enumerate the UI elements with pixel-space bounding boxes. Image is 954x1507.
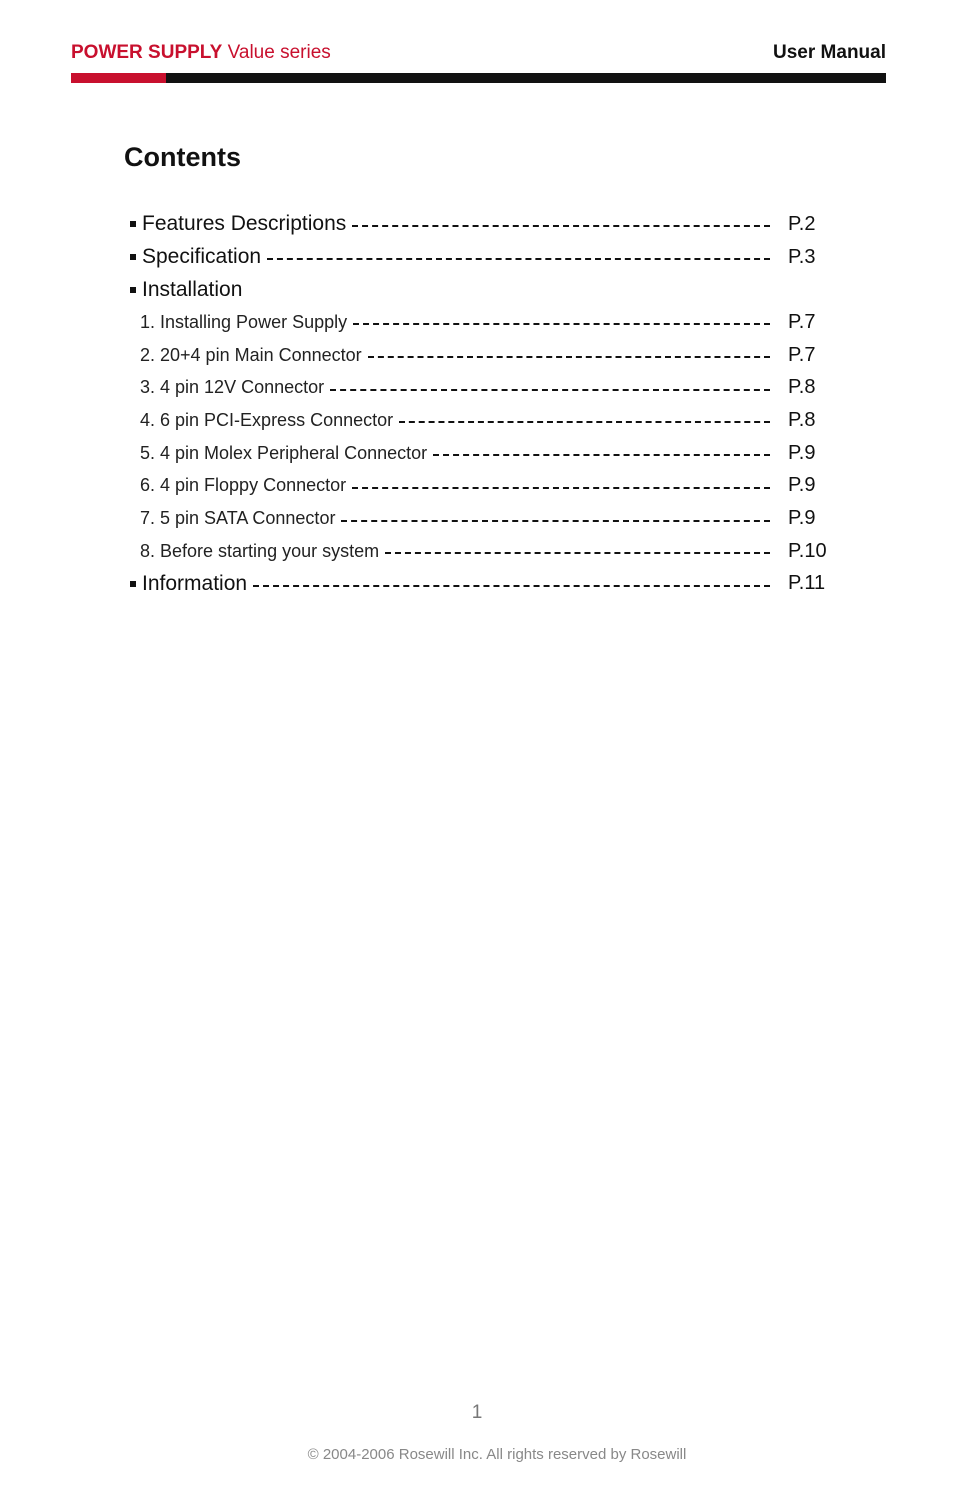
dotted-leader	[433, 454, 770, 456]
toc-entry-label: 1. Installing Power Supply	[140, 311, 348, 332]
table-of-contents	[130, 208, 830, 600]
toc-entry-label: 5. 4 pin Molex Peripheral Connector	[140, 442, 428, 463]
dotted-leader	[352, 487, 770, 489]
toc-entry-page: P.8	[788, 408, 816, 431]
toc-entry-page: P.2	[788, 212, 816, 235]
toc-entry-label: Installation	[142, 277, 243, 301]
header-manual-label: User Manual	[773, 42, 886, 63]
toc-entry-label: 3. 4 pin 12V Connector	[140, 377, 325, 398]
toc-entry-page: P.11	[788, 572, 826, 595]
dotted-leader	[399, 421, 770, 423]
toc-entry-label: Specification	[142, 245, 262, 269]
page-title: Contents	[124, 142, 241, 172]
toc-entry[interactable]	[130, 470, 830, 503]
bullet-icon	[130, 581, 136, 587]
dotted-leader	[368, 356, 770, 358]
toc-entry[interactable]	[130, 502, 830, 535]
toc-entry-page: P.3	[788, 245, 816, 268]
header-series: Value series	[222, 42, 331, 63]
dotted-leader	[385, 552, 770, 554]
toc-entry[interactable]	[130, 437, 830, 470]
toc-entry-label: 4. 6 pin PCI-Express Connector	[140, 409, 394, 430]
toc-entry-page: P.9	[788, 507, 816, 530]
toc-entry[interactable]	[130, 208, 830, 241]
toc-entry-page: P.8	[788, 376, 816, 399]
toc-entry[interactable]	[130, 371, 830, 404]
toc-entry[interactable]	[130, 241, 830, 274]
toc-entry-label: 6. 4 pin Floppy Connector	[140, 475, 347, 496]
page-number: 1	[471, 1402, 483, 1423]
header-rule-accent	[71, 73, 166, 83]
toc-entry[interactable]	[130, 273, 830, 306]
toc-entry-label: 2. 20+4 pin Main Connector	[140, 344, 362, 365]
bullet-icon	[130, 254, 136, 260]
toc-entry-label: 7. 5 pin SATA Connector	[140, 508, 336, 529]
toc-entry[interactable]	[130, 306, 830, 339]
bullet-icon	[130, 221, 136, 227]
toc-entry-label: 8. Before starting your system	[140, 540, 380, 561]
dotted-leader	[341, 520, 770, 522]
dotted-leader	[253, 585, 770, 587]
copyright-footer: © 2004-2006 Rosewill Inc. All rights reserved by Rosewill	[307, 1446, 687, 1463]
toc-entry[interactable]	[130, 535, 830, 568]
dotted-leader	[352, 225, 770, 227]
toc-entry-page: P.9	[788, 441, 816, 464]
dotted-leader	[353, 323, 770, 325]
toc-entry-page: P.10	[788, 539, 827, 562]
toc-entry-page: P.7	[788, 343, 816, 366]
toc-entry-page: P.7	[788, 310, 816, 333]
dotted-leader	[267, 258, 770, 260]
toc-entry-page: P.9	[788, 474, 816, 497]
toc-entry[interactable]	[130, 568, 830, 601]
header-product-title	[71, 42, 331, 64]
dotted-leader	[330, 389, 770, 391]
toc-entry[interactable]	[130, 404, 830, 437]
toc-entry-label: Features Descriptions	[142, 212, 347, 236]
header-rule	[71, 73, 886, 83]
toc-entry[interactable]	[130, 339, 830, 372]
bullet-icon	[130, 287, 136, 293]
header-brand: POWER SUPPLY	[71, 42, 223, 63]
toc-entry-label: Information	[142, 571, 248, 595]
